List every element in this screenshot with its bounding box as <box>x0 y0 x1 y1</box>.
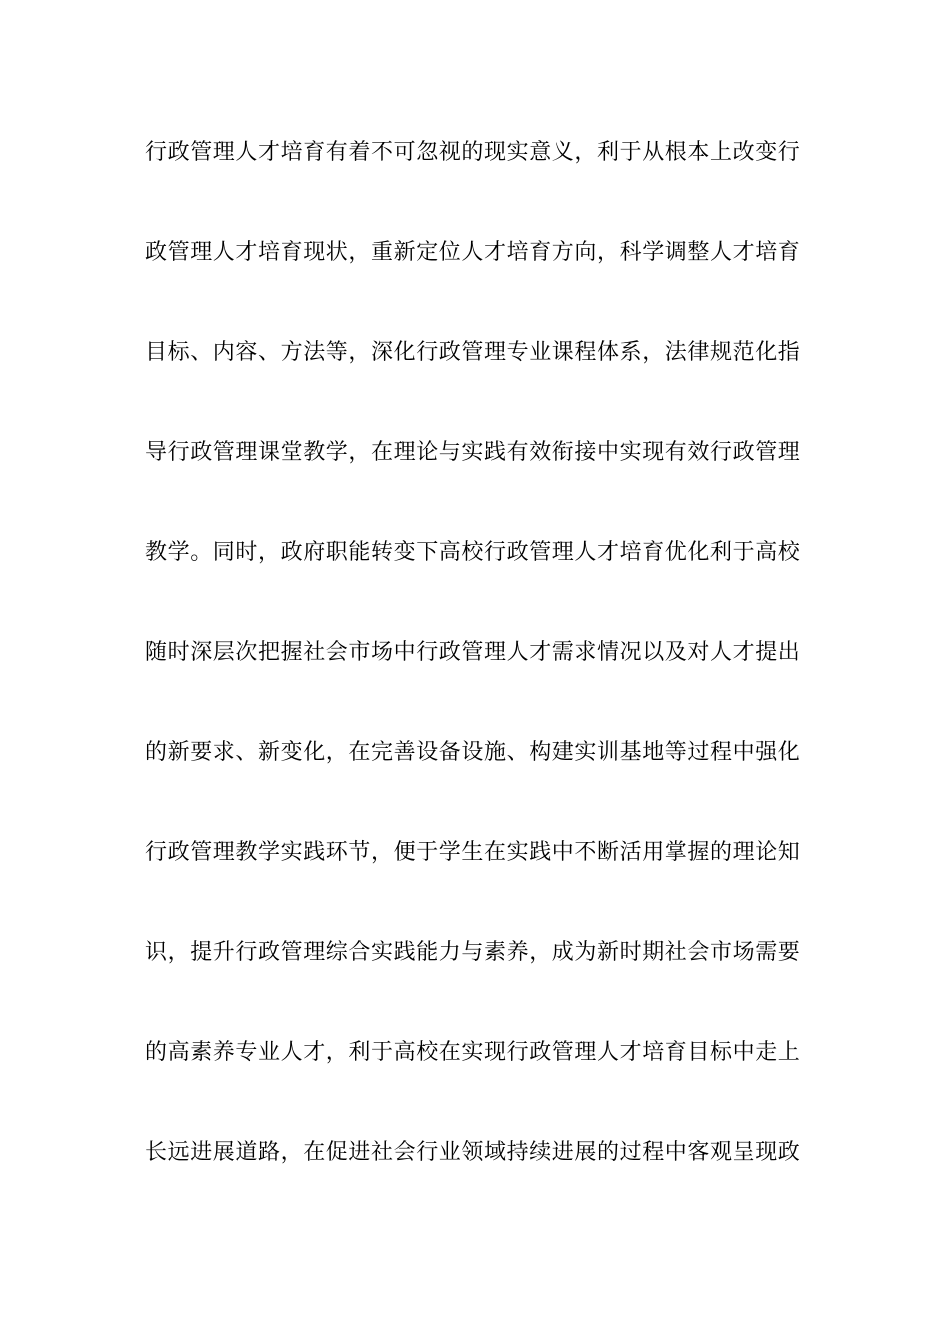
text-line: 行政管理人才培育有着不可忽视的现实意义，利于从根本上改变行 <box>145 140 801 165</box>
text-line: 长远进展道路，在促进社会行业领域持续进展的过程中客观呈现政 <box>145 1140 801 1165</box>
text-line: 行政管理教学实践环节，便于学生在实践中不断活用掌握的理论知 <box>145 840 801 865</box>
text-line: 导行政管理课堂教学，在理论与实践有效衔接中实现有效行政管理 <box>145 440 801 465</box>
text-line: 政管理人才培育现状，重新定位人才培育方向，科学调整人才培育 <box>145 240 801 265</box>
text-line: 的新要求、新变化，在完善设备设施、构建实训基地等过程中强化 <box>145 740 801 765</box>
text-line: 教学。同时，政府职能转变下高校行政管理人才培育优化利于高校 <box>145 540 801 565</box>
text-line: 目标、内容、方法等，深化行政管理专业课程体系，法律规范化指 <box>145 340 801 365</box>
body-paragraph <box>145 129 810 1229</box>
text-line: 随时深层次把握社会市场中行政管理人才需求情况以及对人才提出 <box>145 640 801 665</box>
text-line: 识，提升行政管理综合实践能力与素养，成为新时期社会市场需要 <box>145 940 801 965</box>
text-line: 的高素养专业人才，利于高校在实现行政管理人才培育目标中走上 <box>145 1040 801 1065</box>
